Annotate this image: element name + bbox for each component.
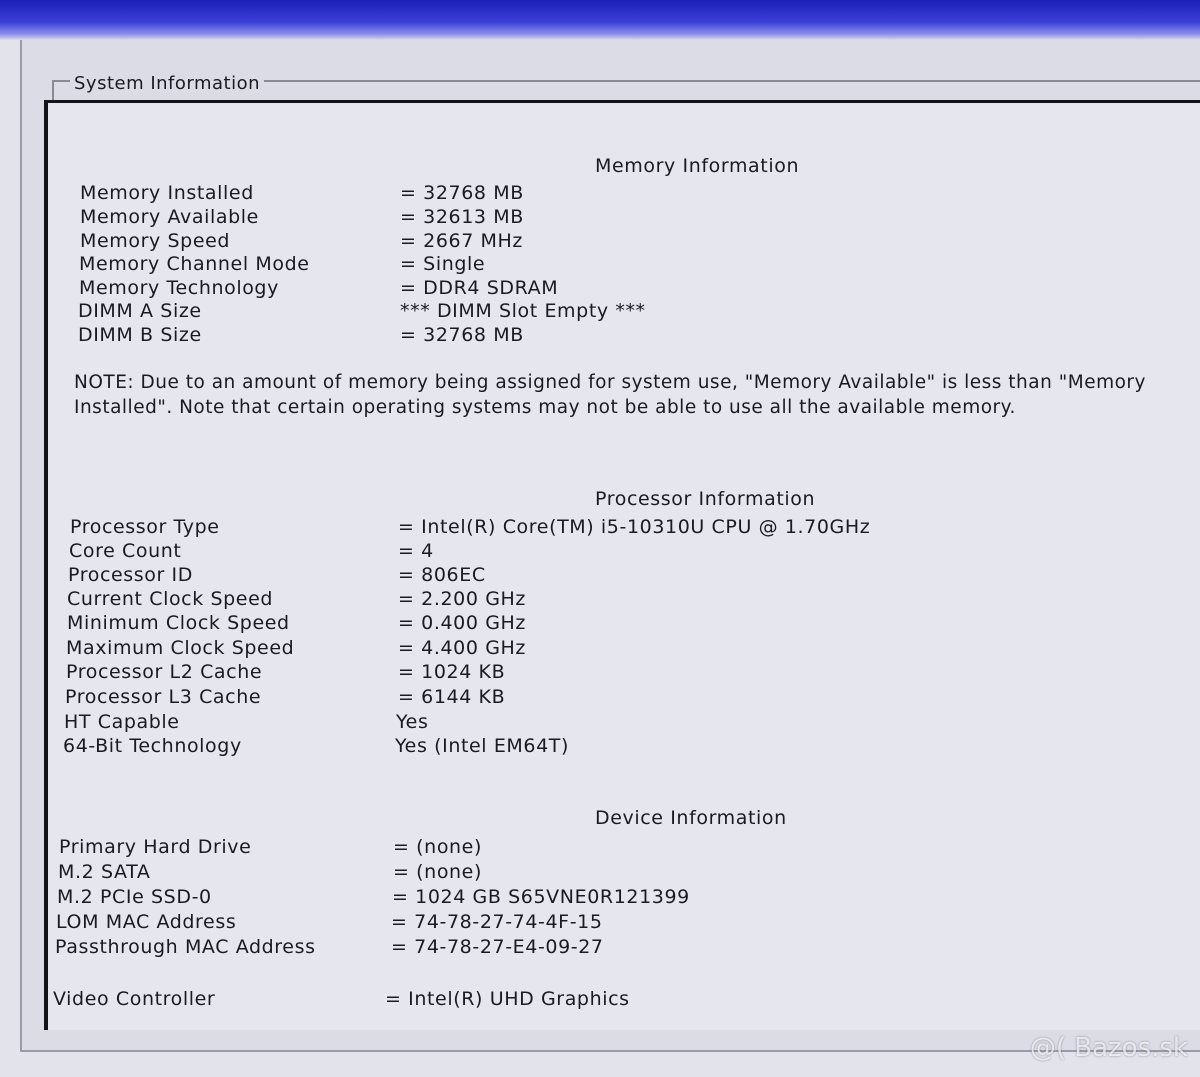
row-value: = 74-78-27-74-4F-15 [391,911,603,933]
row-value: = 74-78-27-E4-09-27 [391,936,604,958]
row-label: Maximum Clock Speed [66,637,295,659]
row-label: Primary Hard Drive [59,836,252,858]
row-value: = Intel(R) UHD Graphics [385,988,630,1010]
row-value: = 1024 KB [398,661,506,683]
row-value: = 32613 MB [400,206,524,228]
row-value: = 4 [398,540,434,562]
memory-note: NOTE: Due to an amount of memory being assigned for system use, "Memory Available" is less than "Memory Installed". Note that certain operating systems may not be able to use all the available memory. [74,372,1146,418]
row-value: = 6144 KB [398,686,506,708]
group-title: System Information [70,73,264,94]
row-value: = 32768 MB [400,182,524,204]
row-value: = 32768 MB [400,324,524,346]
row-label: Processor L3 Cache [65,686,262,708]
processor-section-title: Processor Information [595,488,816,510]
row-value: = DDR4 SDRAM [400,277,559,299]
row-value: = 806EC [398,564,486,586]
row-label: Minimum Clock Speed [67,612,290,634]
row-value: = Intel(R) Core(TM) i5-10310U CPU @ 1.70GHz [398,516,871,538]
row-label: Memory Technology [79,277,279,299]
row-label: Memory Channel Mode [79,253,310,275]
row-value: = (none) [393,836,482,858]
title-bar [0,0,1200,40]
row-value: *** DIMM Slot Empty *** [400,300,646,322]
row-label: DIMM A Size [78,300,202,322]
row-value: Yes (Intel EM64T) [395,735,570,757]
row-label: M.2 PCIe SSD-0 [57,886,212,908]
row-label: HT Capable [64,711,180,733]
row-value: = Single [400,253,486,275]
row-label: Processor Type [70,516,220,538]
row-label: Memory Available [80,206,259,228]
row-label: Video Controller [53,988,216,1010]
row-value: = (none) [393,861,482,883]
row-value: = 0.400 GHz [398,612,526,634]
row-label: Processor ID [68,564,193,586]
row-value: = 2667 MHz [400,230,524,252]
row-value: Yes [396,711,429,733]
row-value: = 2.200 GHz [398,588,526,610]
row-label: Processor L2 Cache [66,661,263,683]
row-label: Memory Speed [80,230,231,252]
memory-section-title: Memory Information [595,155,800,177]
watermark: @( Bazos.sk [1029,1033,1188,1063]
row-label: 64-Bit Technology [63,735,242,757]
row-label: Core Count [69,540,182,562]
row-label: M.2 SATA [58,861,151,883]
device-section-title: Device Information [595,807,787,829]
row-label: DIMM B Size [78,324,202,346]
row-value: = 4.400 GHz [398,637,526,659]
row-value: = 1024 GB S65VNE0R121399 [392,886,690,908]
row-label: Current Clock Speed [67,588,274,610]
row-label: LOM MAC Address [56,911,237,933]
row-label: Memory Installed [80,182,254,204]
row-label: Passthrough MAC Address [55,936,316,958]
